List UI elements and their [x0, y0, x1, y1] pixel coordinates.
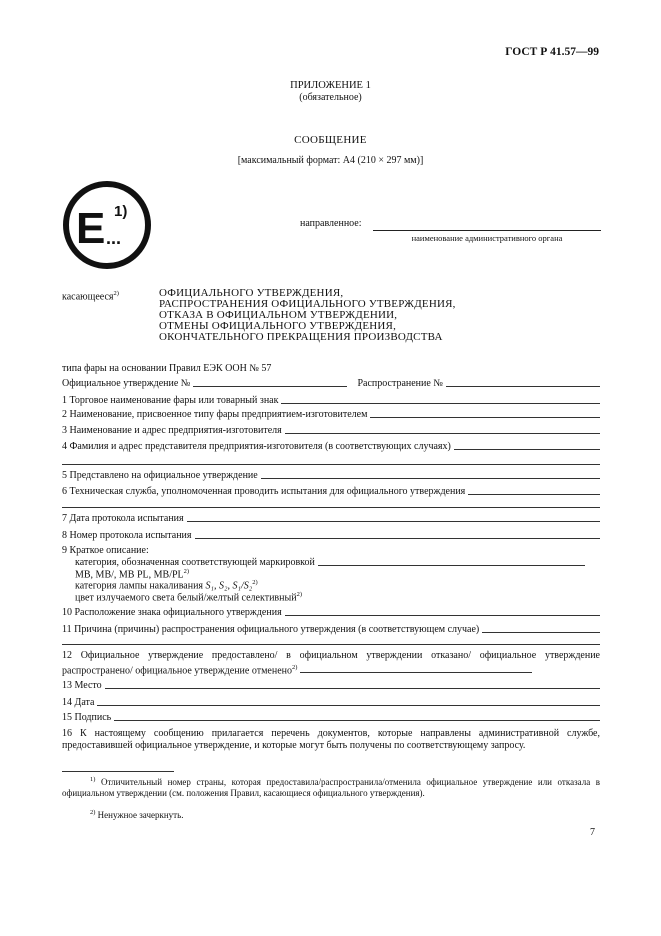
- item-1-field[interactable]: [281, 402, 600, 404]
- document-title: СООБЩЕНИЕ: [294, 134, 367, 146]
- item-12-field[interactable]: [300, 671, 532, 673]
- type-withdrawal: ОТМЕНЫ ОФИЦИАЛЬНОГО УТВЕРЖДЕНИЯ,: [159, 320, 397, 332]
- item-9c-row: категория лампы накаливания S₁, S₂, S₁/S₂$^{2)}$: [75, 579, 258, 592]
- item-5-field[interactable]: [261, 477, 600, 479]
- item-4-label: 4 Фамилия и адрес представителя предприятия-изготовителя (в соответствующих случаях): [62, 441, 451, 452]
- item-6-extra-line[interactable]: [62, 507, 600, 508]
- annex-title: ПРИЛОЖЕНИЕ 1: [290, 80, 371, 91]
- annex-subtitle: (обязательное): [299, 92, 362, 103]
- item-4-row: [62, 441, 600, 452]
- concerning-label: касающееся$^{2)}$: [62, 290, 119, 303]
- item-4-extra-line[interactable]: [62, 464, 600, 465]
- item-13-row: [62, 680, 600, 691]
- item-9-label: 9 Краткое описание:: [62, 545, 149, 556]
- item-9a-label: категория, обозначенная соответствующей маркировкой: [75, 557, 315, 568]
- item-13-label: 13 Место: [62, 680, 102, 691]
- item-6-label: 6 Техническая служба, уполномоченная проводить испытания для официального утверждения: [62, 486, 466, 497]
- approval-number-label: Официальное утверждение №: [62, 378, 191, 389]
- item-12-text: 12 Официальное утверждение предоставлено/ в официальном утверждении отказано/ официальное утверждение распространено/ официальное утверждение отменено$^{2)}$: [62, 650, 600, 676]
- approval-number-field[interactable]: [193, 385, 347, 387]
- item-2-label: 2 Наименование, присвоенное типу фары предприятием-изготовителем: [62, 409, 368, 420]
- item-2-field[interactable]: [370, 416, 600, 418]
- item-10-field[interactable]: [285, 614, 600, 616]
- item-13-field[interactable]: [105, 687, 600, 689]
- item-11-extra-line[interactable]: [62, 644, 600, 645]
- item-3-field[interactable]: [285, 432, 600, 434]
- item-14-field[interactable]: [97, 704, 600, 706]
- item-9a-field[interactable]: [318, 564, 585, 566]
- item-9a-row: [75, 557, 585, 568]
- type-approval: ОФИЦИАЛЬНОГО УТВЕРЖДЕНИЯ,: [159, 287, 344, 299]
- extension-number-label: Распространение №: [357, 378, 443, 389]
- communication-types: [159, 288, 456, 343]
- item-7-field[interactable]: [187, 520, 600, 522]
- item-3-row: [62, 425, 600, 436]
- item-14-row: [62, 697, 600, 708]
- standard-header: ГОСТ Р 41.57—99: [505, 46, 599, 58]
- item-4-field[interactable]: [454, 448, 600, 450]
- item-11-row: [62, 624, 600, 635]
- extension-number-field[interactable]: [446, 385, 600, 387]
- footnote-2: $^{2)}$ Ненужное зачеркнуть.: [90, 809, 184, 820]
- type-production-discontinued: ОКОНЧАТЕЛЬНОГО ПРЕКРАЩЕНИЯ ПРОИЗВОДСТВА: [159, 331, 443, 343]
- destination-caption: наименование административного органа: [411, 233, 563, 243]
- type-extension: РАСПРОСТРАНЕНИЯ ОФИЦИАЛЬНОГО УТВЕРЖДЕНИЯ,: [159, 298, 456, 310]
- footnote-separator: [62, 771, 174, 772]
- item-5-label: 5 Представлено на официальное утверждение: [62, 470, 258, 481]
- item-15-row: [62, 712, 600, 723]
- item-8-field[interactable]: [195, 537, 601, 539]
- item-10-row: [62, 607, 600, 618]
- item-2-row: [62, 409, 600, 420]
- item-6-field[interactable]: [468, 493, 600, 495]
- item-11-field[interactable]: [482, 631, 600, 633]
- page-number: 7: [590, 827, 595, 838]
- item-11-label: 11 Причина (причины) распространения официального утверждения (в соответствующем случае): [62, 624, 480, 635]
- item-14-label: 14 Дата: [62, 697, 95, 708]
- item-9c-values: S₁, S₂, S₁/S₂: [205, 580, 253, 592]
- approval-number-row: [62, 378, 600, 389]
- emblem-dots: ...: [106, 228, 122, 248]
- item-16-text: 16 К настоящему сообщению прилагается перечень документов, которые направлены административной службе, предоставившей официальное утверждение, и которые могут быть получены по соответствующему запросу.: [62, 728, 600, 751]
- item-8-label: 8 Номер протокола испытания: [62, 530, 192, 541]
- format-note: [максимальный формат: А4 (210 × 297 мм)]: [237, 155, 424, 166]
- item-1-label: 1 Торговое наименование фары или товарный знак: [62, 395, 279, 406]
- item-15-label: 15 Подпись: [62, 712, 112, 723]
- destination-field[interactable]: [373, 230, 601, 231]
- item-5-row: [62, 470, 600, 481]
- destination-label: направленное:: [300, 218, 362, 229]
- item-9d-row: цвет излучаемого света белый/желтый селективный$^{2)}$: [75, 591, 302, 604]
- intro-text: типа фары на основании Правил ЕЭК ООН № 57: [62, 363, 272, 374]
- type-refusal: ОТКАЗА В ОФИЦИАЛЬНОМ УТВЕРЖДЕНИИ,: [159, 309, 398, 321]
- item-10-label: 10 Расположение знака официального утверждения: [62, 607, 282, 618]
- item-7-label: 7 Дата протокола испытания: [62, 513, 184, 524]
- item-8-row: [62, 530, 600, 541]
- footnote-1: $^{1)}$ Отличительный номер страны, которая предоставила/распространила/отменила официальное утверждение или отказала в официальном утверждении (см. положения Правил, касающиеся официального утверждения).: [62, 776, 600, 798]
- emblem-letter: E: [76, 204, 106, 253]
- item-9b-options: MB, MB/, MB PL, MB/PL$^{2)}$: [75, 568, 190, 581]
- item-15-field[interactable]: [114, 719, 600, 721]
- emblem-ref: 1): [114, 203, 128, 220]
- item-6-row: [62, 486, 600, 497]
- item-3-label: 3 Наименование и адрес предприятия-изготовителя: [62, 425, 282, 436]
- item-7-row: [62, 513, 600, 524]
- e-mark-emblem: [62, 180, 152, 270]
- item-1-row: [62, 395, 600, 406]
